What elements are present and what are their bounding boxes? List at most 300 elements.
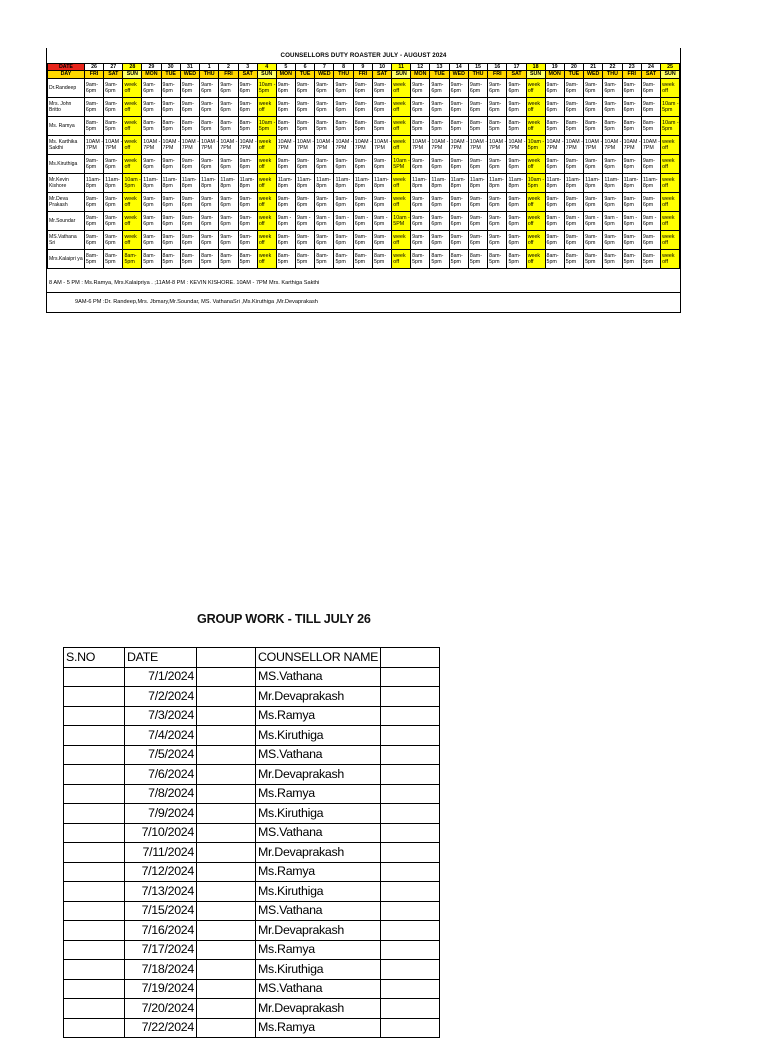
shift-cell: 9am-6pm	[295, 193, 314, 212]
shift-cell: 9am-6pm	[161, 98, 180, 117]
shift-cell: 10AM - 7PM	[468, 136, 487, 155]
empty-cell	[197, 1018, 256, 1038]
date-cell: 8	[334, 64, 353, 71]
shift-cell: 9am-6pm	[84, 231, 103, 250]
shift-cell: week off	[526, 250, 545, 269]
shift-cell: 11am-8pm	[295, 174, 314, 193]
shift-cell: 9am-6pm	[200, 231, 219, 250]
roster-date-row	[48, 64, 680, 71]
shift-cell: 10AM - 7PM	[315, 136, 334, 155]
shift-cell: 10AM - 7PM	[564, 136, 583, 155]
date-cell: 21	[584, 64, 603, 71]
shift-cell: week off	[123, 117, 142, 136]
shift-cell: 10AM - 7PM	[430, 136, 449, 155]
shift-cell: 8am-5pm	[315, 117, 334, 136]
counsellor-name-cell: Mr.Devaprakash	[256, 843, 381, 863]
date-cell: 7	[315, 64, 334, 71]
roster-counsellor-row	[48, 79, 680, 98]
roster-counsellor-row	[48, 155, 680, 174]
shift-cell: 11am-8pm	[161, 174, 180, 193]
shift-cell: 8am-5pm	[373, 117, 392, 136]
day-cell: SAT	[641, 71, 660, 79]
day-cell: MON	[411, 71, 430, 79]
day-cell: WED	[449, 71, 468, 79]
shift-cell: 10AM - 7PM	[641, 136, 660, 155]
shift-cell: 9am-6pm	[353, 193, 372, 212]
counsellor-name: Ms. Karthika Sakthi	[48, 136, 85, 155]
shift-cell: week off	[123, 193, 142, 212]
shift-cell: 9am-6pm	[584, 231, 603, 250]
date-cell: 6	[295, 64, 314, 71]
shift-cell: 10AM - 7PM	[622, 136, 641, 155]
group-work-row	[64, 687, 440, 707]
shift-cell: 9am-6pm	[238, 231, 257, 250]
shift-cell: 9am-6pm	[430, 79, 449, 98]
shift-cell: 8am-5pm	[295, 250, 314, 269]
roster-counsellor-row	[48, 212, 680, 231]
counsellor-name-cell: Mr.Devaprakash	[256, 765, 381, 785]
shift-cell: 8am-5pm	[449, 250, 468, 269]
date-cell: 13	[430, 64, 449, 71]
empty-cell-2	[381, 901, 440, 921]
shift-cell: 8am-5pm	[449, 117, 468, 136]
shift-cell: 9am-6pm	[84, 155, 103, 174]
shift-cell: 9am - 6pm	[603, 212, 622, 231]
counsellor-name: Dr.Randeep	[48, 79, 85, 98]
shift-cell: week off	[123, 136, 142, 155]
date-cell: 30	[161, 64, 180, 71]
shift-cell: 8am-5pm	[353, 250, 372, 269]
shift-cell: 9am-6pm	[507, 212, 526, 231]
shift-cell: 9am-6pm	[353, 231, 372, 250]
sno-cell	[64, 765, 125, 785]
shift-cell: 9am-6pm	[507, 231, 526, 250]
shift-cell: 9am-6pm	[622, 231, 641, 250]
shift-cell: 9am-6pm	[468, 193, 487, 212]
shift-cell: week off	[392, 174, 411, 193]
shift-cell: 9am-6pm	[641, 231, 660, 250]
shift-cell: 9am-6pm	[488, 193, 507, 212]
empty-cell-2	[381, 979, 440, 999]
shift-cell: 9am-6pm	[603, 193, 622, 212]
date-cell: 7/18/2024	[125, 960, 197, 980]
shift-cell: 8am-5pm	[430, 117, 449, 136]
shift-cell: 9am-6pm	[622, 79, 641, 98]
shift-cell: 9am-6pm	[507, 193, 526, 212]
shift-cell: 9am-6pm	[373, 98, 392, 117]
shift-cell: 9am-6pm	[603, 79, 622, 98]
empty-cell-2	[381, 960, 440, 980]
shift-cell: 10AM - 7PM	[295, 136, 314, 155]
shift-cell: 9am-6pm	[373, 193, 392, 212]
shift-cell: 8am-5pm	[411, 117, 430, 136]
day-cell: TUE	[430, 71, 449, 79]
shift-cell: 9am-6pm	[200, 98, 219, 117]
shift-cell: 9am-6pm	[84, 212, 103, 231]
sno-cell	[64, 940, 125, 960]
day-cell: SUN	[526, 71, 545, 79]
empty-cell	[197, 862, 256, 882]
shift-cell: 9am-6pm	[161, 231, 180, 250]
shift-cell: 11am-8pm	[545, 174, 564, 193]
sno-cell	[64, 882, 125, 902]
date-cell: 7/5/2024	[125, 745, 197, 765]
shift-cell: 9am-6pm	[104, 231, 123, 250]
roster-sheet	[46, 48, 681, 313]
shift-cell: week off	[257, 231, 276, 250]
header-empty-2	[381, 648, 440, 668]
shift-cell: 9am - 6pm	[315, 212, 334, 231]
empty-cell	[197, 940, 256, 960]
empty-cell	[197, 765, 256, 785]
date-cell: 19	[545, 64, 564, 71]
sno-cell	[64, 862, 125, 882]
shift-cell: 9am-6pm	[180, 98, 199, 117]
shift-cell: 9am-6pm	[468, 155, 487, 174]
empty-cell-2	[381, 667, 440, 687]
empty-cell	[197, 999, 256, 1019]
shift-cell: 10am - 5PM	[392, 212, 411, 231]
shift-cell: 8am-5pm	[468, 250, 487, 269]
day-cell: SUN	[661, 71, 680, 79]
empty-cell-2	[381, 1018, 440, 1038]
shift-cell: week off	[123, 79, 142, 98]
shift-cell: 11am-8pm	[200, 174, 219, 193]
shift-cell: 9am-6pm	[238, 79, 257, 98]
shift-cell: 11am-8pm	[104, 174, 123, 193]
sno-cell	[64, 667, 125, 687]
shift-cell: 9am-6pm	[315, 79, 334, 98]
date-cell: 31	[180, 64, 199, 71]
shift-cell: 9am-6pm	[315, 231, 334, 250]
group-work-row	[64, 999, 440, 1019]
sno-cell	[64, 1018, 125, 1038]
shift-cell: 10am - 5PM	[392, 155, 411, 174]
shift-cell: week off	[392, 98, 411, 117]
shift-cell: 9am-6pm	[373, 155, 392, 174]
day-cell: MON	[142, 71, 161, 79]
date-cell: 29	[142, 64, 161, 71]
shift-cell: 9am-6pm	[603, 231, 622, 250]
shift-cell: 11am-8pm	[641, 174, 660, 193]
date-cell: 7/12/2024	[125, 862, 197, 882]
empty-cell	[197, 882, 256, 902]
shift-cell: week off	[526, 193, 545, 212]
empty-cell	[197, 726, 256, 746]
shift-cell: 9am-6pm	[315, 155, 334, 174]
empty-cell	[197, 960, 256, 980]
shift-cell: 10AM - 7PM	[411, 136, 430, 155]
empty-cell-2	[381, 843, 440, 863]
day-cell: MON	[545, 71, 564, 79]
sno-cell	[64, 804, 125, 824]
date-cell: 7/6/2024	[125, 765, 197, 785]
day-cell: FRI	[622, 71, 641, 79]
roster-counsellor-row	[48, 231, 680, 250]
shift-cell: week off	[392, 117, 411, 136]
shift-cell: 9am-6pm	[411, 79, 430, 98]
shift-cell: 9am-6pm	[180, 212, 199, 231]
shift-cell: 10AM - 7PM	[84, 136, 103, 155]
shift-cell: 9am-6pm	[373, 231, 392, 250]
sno-cell	[64, 999, 125, 1019]
shift-cell: 9am-6pm	[295, 98, 314, 117]
day-cell: SAT	[507, 71, 526, 79]
shift-cell: 10AM - 7PM	[488, 136, 507, 155]
shift-cell: 9am-6pm	[488, 231, 507, 250]
date-cell: 7/13/2024	[125, 882, 197, 902]
shift-cell: 8am-5pm	[641, 250, 660, 269]
empty-cell-2	[381, 726, 440, 746]
shift-cell: 9am-6pm	[142, 193, 161, 212]
shift-cell: week off	[257, 212, 276, 231]
shift-cell: 8am-5pm	[584, 250, 603, 269]
shift-cell: week off	[392, 250, 411, 269]
shift-cell: 10AM - 7PM	[334, 136, 353, 155]
shift-cell: 9am-6pm	[219, 193, 238, 212]
roster-title: COUNSELLORS DUTY ROASTER JULY - AUGUST 2024	[280, 52, 447, 59]
shift-cell: 10am - 5pm	[661, 117, 680, 136]
shift-cell: 11am-8pm	[449, 174, 468, 193]
date-cell: 7/8/2024	[125, 784, 197, 804]
shift-cell: 11am-8pm	[411, 174, 430, 193]
shift-cell: 9am-6pm	[219, 212, 238, 231]
counsellor-name-cell: Mr.Devaprakash	[256, 687, 381, 707]
shift-cell: 9am - 6pm	[373, 212, 392, 231]
shift-cell: 9am - 6pm	[641, 212, 660, 231]
shift-cell: 10AM - 7PM	[373, 136, 392, 155]
empty-cell-2	[381, 784, 440, 804]
shift-cell: 9am-6pm	[295, 79, 314, 98]
roster-divider	[47, 292, 680, 293]
group-work-row	[64, 979, 440, 999]
shift-cell: 10AM - 7PM	[584, 136, 603, 155]
shift-cell: 11am-8pm	[180, 174, 199, 193]
empty-cell-2	[381, 999, 440, 1019]
shift-cell: 10am - 5pm	[661, 98, 680, 117]
shift-cell: 9am-6pm	[584, 155, 603, 174]
shift-cell: 11am-8pm	[564, 174, 583, 193]
roster-counsellor-row	[48, 193, 680, 212]
header-date: DATE	[125, 648, 197, 668]
shift-cell: 8am-5pm	[276, 250, 295, 269]
group-work-row	[64, 843, 440, 863]
shift-cell: 8am-5pm	[334, 117, 353, 136]
header-sno: S.NO	[64, 648, 125, 668]
roster-counsellor-row	[48, 136, 680, 155]
shift-cell: 9am-6pm	[84, 79, 103, 98]
shift-cell: 8am-5pm	[238, 117, 257, 136]
shift-cell: 8am-5pm	[276, 117, 295, 136]
day-cell: FRI	[353, 71, 372, 79]
shift-cell: 11am-8pm	[584, 174, 603, 193]
empty-cell	[197, 901, 256, 921]
empty-cell	[197, 667, 256, 687]
shift-cell: week off	[257, 155, 276, 174]
shift-cell: 9am - 6pm	[564, 212, 583, 231]
shift-cell: 9am-6pm	[622, 193, 641, 212]
counsellor-name-cell: Mr.Devaprakash	[256, 999, 381, 1019]
roster-note-day-shift: 9AM-6 PM :Dr. Randeep,Mrs. Jbmary,Mr.Soundar, MS. VathanaSri ,Ms.Kiruthiga ,Mr.Devaprakash	[75, 299, 318, 305]
date-cell: 1	[200, 64, 219, 71]
group-work-row	[64, 1018, 440, 1038]
empty-cell	[197, 745, 256, 765]
sno-cell	[64, 960, 125, 980]
sno-cell	[64, 784, 125, 804]
empty-cell	[197, 979, 256, 999]
shift-cell: 9am-6pm	[449, 155, 468, 174]
date-cell: 24	[641, 64, 660, 71]
shift-cell: week off	[123, 231, 142, 250]
day-cell: WED	[584, 71, 603, 79]
date-cell: 16	[488, 64, 507, 71]
counsellor-name-cell: Ms.Ramya	[256, 706, 381, 726]
counsellor-name: Ms.Kiruthiga	[48, 155, 85, 174]
shift-cell: 9am-6pm	[468, 212, 487, 231]
shift-cell: 9am-6pm	[545, 193, 564, 212]
date-cell: 22	[603, 64, 622, 71]
shift-cell: 8am-5pm	[104, 250, 123, 269]
counsellor-name: Mrs.Kalaipri ya	[48, 250, 85, 269]
shift-cell: 8am-5pm	[564, 117, 583, 136]
shift-cell: 8am-5pm	[564, 250, 583, 269]
counsellor-name-cell: Ms.Kiruthiga	[256, 804, 381, 824]
shift-cell: 8am-5pm	[488, 117, 507, 136]
shift-cell: 9am - 6pm	[295, 212, 314, 231]
shift-cell: 9am-6pm	[200, 193, 219, 212]
sno-cell	[64, 726, 125, 746]
empty-cell	[197, 784, 256, 804]
shift-cell: week off	[526, 79, 545, 98]
group-work-row	[64, 745, 440, 765]
group-work-row	[64, 901, 440, 921]
date-cell: 7/2/2024	[125, 687, 197, 707]
shift-cell: 9am-6pm	[200, 155, 219, 174]
shift-cell: 11am-8pm	[276, 174, 295, 193]
day-cell: SUN	[123, 71, 142, 79]
counsellor-name-cell: Ms.Kiruthiga	[256, 960, 381, 980]
shift-cell: 9am-6pm	[200, 212, 219, 231]
shift-cell: 9am-6pm	[104, 79, 123, 98]
shift-cell: 10AM - 7PM	[142, 136, 161, 155]
shift-cell: 9am-6pm	[564, 193, 583, 212]
shift-cell: week off	[661, 136, 680, 155]
shift-cell: 9am-6pm	[142, 79, 161, 98]
shift-cell: 9am-6pm	[180, 193, 199, 212]
shift-cell: week off	[526, 212, 545, 231]
shift-cell: 8am-5pm	[123, 250, 142, 269]
shift-cell: 8am-5pm	[353, 117, 372, 136]
shift-cell: 9am-6pm	[295, 231, 314, 250]
date-cell: 7/19/2024	[125, 979, 197, 999]
shift-cell: 9am-6pm	[411, 212, 430, 231]
day-cell: SUN	[392, 71, 411, 79]
shift-cell: 9am - 6pm	[545, 212, 564, 231]
shift-cell: 9am-6pm	[238, 193, 257, 212]
counsellor-name-cell: MS.Vathana	[256, 901, 381, 921]
shift-cell: 9am-6pm	[219, 155, 238, 174]
group-work-row	[64, 862, 440, 882]
shift-cell: 9am-6pm	[238, 212, 257, 231]
date-cell: 10	[373, 64, 392, 71]
shift-cell: 9am-6pm	[488, 212, 507, 231]
date-cell: 7/15/2024	[125, 901, 197, 921]
shift-cell: 8am-5pm	[84, 250, 103, 269]
roster-counsellor-row	[48, 174, 680, 193]
empty-cell-2	[381, 862, 440, 882]
shift-cell: 10AM - 7PM	[449, 136, 468, 155]
day-cell: FRI	[488, 71, 507, 79]
shift-cell: 9am-6pm	[373, 79, 392, 98]
shift-cell: 9am-6pm	[488, 98, 507, 117]
shift-cell: week off	[257, 174, 276, 193]
shift-cell: 9am-6pm	[641, 155, 660, 174]
day-cell: FRI	[219, 71, 238, 79]
date-cell: 18	[526, 64, 545, 71]
day-cell: SAT	[238, 71, 257, 79]
shift-cell: 11am-8pm	[373, 174, 392, 193]
group-work-row	[64, 882, 440, 902]
group-header-row	[64, 648, 440, 668]
shift-cell: 10AM - 7PM	[104, 136, 123, 155]
sno-cell	[64, 706, 125, 726]
date-cell: 7/20/2024	[125, 999, 197, 1019]
group-work-row	[64, 667, 440, 687]
shift-cell: 8am-5pm	[603, 117, 622, 136]
shift-cell: 11am-8pm	[334, 174, 353, 193]
shift-cell: 9am - 6pm	[584, 212, 603, 231]
shift-cell: 8am-5pm	[603, 250, 622, 269]
shift-cell: week off	[257, 98, 276, 117]
shift-cell: 8am-5pm	[84, 117, 103, 136]
date-cell: 7/1/2024	[125, 667, 197, 687]
day-label: DAY	[48, 71, 85, 79]
day-cell: THU	[603, 71, 622, 79]
sno-cell	[64, 687, 125, 707]
shift-cell: 9am-6pm	[622, 98, 641, 117]
day-cell: TUE	[161, 71, 180, 79]
shift-cell: week off	[123, 155, 142, 174]
shift-cell: 10AM - 7PM	[353, 136, 372, 155]
date-cell: 7/11/2024	[125, 843, 197, 863]
shift-cell: 9am-6pm	[276, 193, 295, 212]
sno-cell	[64, 745, 125, 765]
shift-cell: 9am-6pm	[411, 231, 430, 250]
day-cell: SAT	[373, 71, 392, 79]
counsellor-name-cell: MS.Vathana	[256, 823, 381, 843]
shift-cell: 9am-6pm	[411, 155, 430, 174]
day-cell: SUN	[257, 71, 276, 79]
counsellor-name-cell: Ms.Kiruthiga	[256, 882, 381, 902]
shift-cell: 8am-5pm	[507, 117, 526, 136]
shift-cell: week off	[257, 250, 276, 269]
shift-cell: week off	[392, 79, 411, 98]
shift-cell: 9am - 6pm	[622, 212, 641, 231]
date-cell: 3	[238, 64, 257, 71]
shift-cell: 9am-6pm	[219, 79, 238, 98]
date-cell: 7/10/2024	[125, 823, 197, 843]
shift-cell: 10AM - 7PM	[603, 136, 622, 155]
shift-cell: 9am - 6pm	[353, 212, 372, 231]
day-cell: THU	[468, 71, 487, 79]
group-work-row	[64, 765, 440, 785]
shift-cell: 8am-5pm	[584, 117, 603, 136]
shift-cell: 9am-6pm	[430, 231, 449, 250]
shift-cell: 9am-6pm	[334, 155, 353, 174]
shift-cell: 9am-6pm	[564, 155, 583, 174]
shift-cell: 10am - 5pm	[526, 136, 545, 155]
counsellor-name-cell: Ms.Ramya	[256, 1018, 381, 1038]
